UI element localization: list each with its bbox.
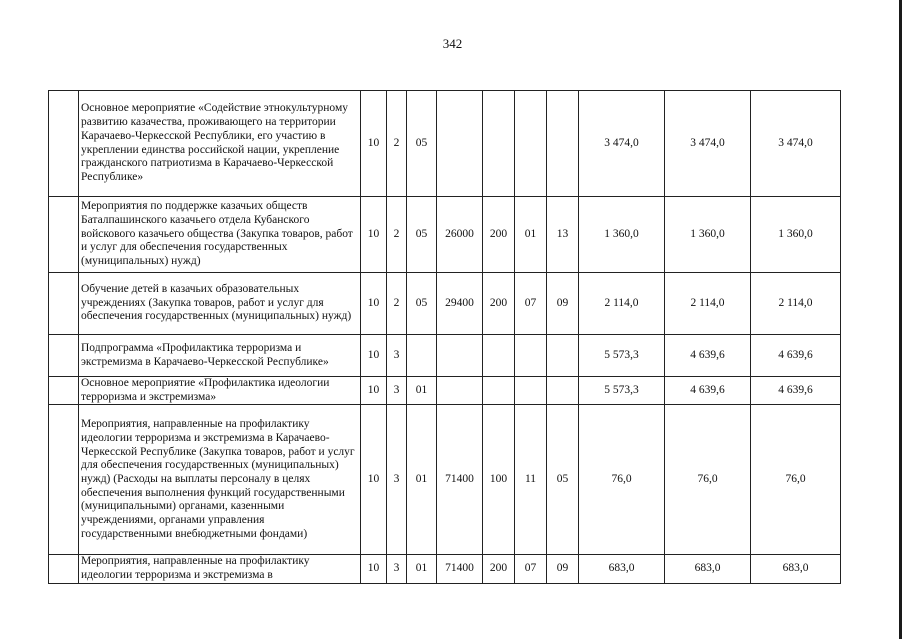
amount-year-3: 1 360,0 [751, 197, 841, 273]
program-code: 05 [407, 273, 437, 335]
section-code: 10 [361, 273, 387, 335]
row-index-cell [49, 335, 79, 377]
section-code: 10 [361, 335, 387, 377]
table-row [49, 197, 841, 273]
amount-year-2: 4 639,6 [665, 335, 751, 377]
code-col-7: 09 [547, 555, 579, 583]
subsection-code: 2 [387, 91, 407, 197]
amount-year-2: 683,0 [665, 555, 751, 583]
row-index-cell [49, 405, 79, 555]
table-row [49, 405, 841, 555]
page-number: 342 [442, 36, 463, 51]
target-article-code [437, 91, 483, 197]
amount-year-1: 76,0 [579, 405, 665, 555]
amount-year-3: 76,0 [751, 405, 841, 555]
target-article-code: 71400 [437, 555, 483, 583]
target-article-code [437, 377, 483, 405]
amount-year-2: 76,0 [665, 405, 751, 555]
program-code: 01 [407, 405, 437, 555]
target-article-code: 26000 [437, 197, 483, 273]
expense-type-code: 200 [483, 273, 515, 335]
code-col-6: 01 [515, 197, 547, 273]
subsection-code: 3 [387, 405, 407, 555]
code-col-6 [515, 377, 547, 405]
amount-year-2: 1 360,0 [665, 197, 751, 273]
amount-year-1: 5 573,3 [579, 377, 665, 405]
code-col-6: 07 [515, 273, 547, 335]
amount-year-3: 2 114,0 [751, 273, 841, 335]
section-code: 10 [361, 91, 387, 197]
program-code: 05 [407, 197, 437, 273]
amount-year-2: 3 474,0 [665, 91, 751, 197]
program-code: 05 [407, 91, 437, 197]
scan-edge [899, 0, 902, 639]
amount-year-1: 5 573,3 [579, 335, 665, 377]
program-code [407, 335, 437, 377]
code-col-7 [547, 91, 579, 197]
table-row [49, 377, 841, 405]
amount-year-2: 2 114,0 [665, 273, 751, 335]
row-name: Мероприятия, направленные на профилактику идеологии терроризма и экстремизма в Карачаево-Черкесской Республике (Закупка товаров, работ и услуг для обеспечения государственных (муниципальных) нужд) (Расходы на выплаты персоналу в целях обеспечения выполнения функций государственными (муниципальными) органами, казенными учреждениями, органами управления государственными внебюджетными фондами) [79, 405, 361, 555]
budget-table [48, 90, 841, 584]
code-col-7: 13 [547, 197, 579, 273]
row-name: Мероприятия по поддержке казачьих обществ Баталпашинского казачьего отдела Кубанского войскового казачьего общества (Закупка товаров, работ и услуг для обеспечения государственных (муниципальных) нужд) [79, 197, 361, 273]
row-name: Обучение детей в казачьих образовательных учреждениях (Закупка товаров, работ и услуг для обеспечения государственных (муниципальных) нужд) [79, 273, 361, 335]
amount-year-3: 3 474,0 [751, 91, 841, 197]
row-index-cell [49, 197, 79, 273]
code-col-6: 11 [515, 405, 547, 555]
section-code: 10 [361, 377, 387, 405]
code-col-7: 05 [547, 405, 579, 555]
row-name: Основное мероприятие «Содействие этнокультурному развитию казачества, проживающего на территории Карачаево-Черкесской Республики, его участию в укреплении единства российской нации, укрепление гражданского патриотизма в Карачаево-Черкесской Республике» [79, 91, 361, 197]
subsection-code: 3 [387, 555, 407, 583]
code-col-6: 07 [515, 555, 547, 583]
expense-type-code: 200 [483, 555, 515, 583]
row-index-cell [49, 555, 79, 583]
row-name: Мероприятия, направленные на профилактику идеологии терроризма и экстремизма в [79, 555, 361, 583]
row-index-cell [49, 273, 79, 335]
subsection-code: 2 [387, 197, 407, 273]
subsection-code: 3 [387, 335, 407, 377]
amount-year-3: 4 639,6 [751, 377, 841, 405]
amount-year-3: 4 639,6 [751, 335, 841, 377]
code-col-6 [515, 91, 547, 197]
target-article-code: 71400 [437, 405, 483, 555]
amount-year-3: 683,0 [751, 555, 841, 583]
target-article-code [437, 335, 483, 377]
row-index-cell [49, 91, 79, 197]
code-col-7 [547, 377, 579, 405]
table-row [49, 91, 841, 197]
row-name: Подпрограмма «Профилактика терроризма и экстремизма в Карачаево-Черкесской Республике» [79, 335, 361, 377]
expense-type-code [483, 377, 515, 405]
subsection-code: 2 [387, 273, 407, 335]
expense-type-code: 200 [483, 197, 515, 273]
amount-year-1: 2 114,0 [579, 273, 665, 335]
section-code: 10 [361, 555, 387, 583]
amount-year-1: 1 360,0 [579, 197, 665, 273]
code-col-7 [547, 335, 579, 377]
target-article-code: 29400 [437, 273, 483, 335]
code-col-6 [515, 335, 547, 377]
row-index-cell [49, 377, 79, 405]
table-body [49, 91, 841, 584]
amount-year-1: 683,0 [579, 555, 665, 583]
section-code: 10 [361, 197, 387, 273]
expense-type-code [483, 91, 515, 197]
expense-type-code [483, 335, 515, 377]
amount-year-1: 3 474,0 [579, 91, 665, 197]
code-col-7: 09 [547, 273, 579, 335]
row-name: Основное мероприятие «Профилактика идеологии терроризма и экстремизма» [79, 377, 361, 405]
amount-year-2: 4 639,6 [665, 377, 751, 405]
table-row [49, 555, 841, 583]
program-code: 01 [407, 555, 437, 583]
expense-type-code: 100 [483, 405, 515, 555]
table-row [49, 273, 841, 335]
program-code: 01 [407, 377, 437, 405]
table-row [49, 335, 841, 377]
subsection-code: 3 [387, 377, 407, 405]
section-code: 10 [361, 405, 387, 555]
